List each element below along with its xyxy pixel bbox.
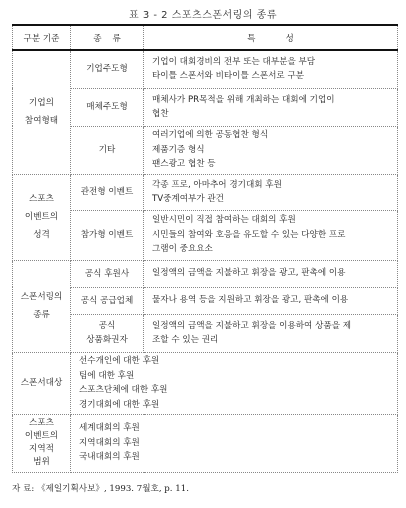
criteria-cell (13, 414, 71, 472)
header-type: 종 류 (71, 25, 144, 50)
type-cell (71, 314, 144, 352)
desc-line: 세계대회의 후원 (79, 423, 140, 434)
table-row (13, 126, 398, 174)
criteria-line: 기업의 (29, 98, 54, 109)
table-row (13, 174, 398, 210)
desc-line: 타이틀 스폰서와 비타이틀 스폰서로 구분 (152, 71, 305, 82)
criteria-line: 스폰서링의 (20, 292, 63, 302)
desc-cell (144, 50, 398, 88)
criteria-cell (13, 260, 71, 352)
criteria-line: 스폰서대상 (20, 378, 63, 388)
criteria-cell (13, 174, 71, 260)
criteria-line: 종류 (33, 310, 50, 320)
desc-line: 매체사가 PR목적을 위해 개최하는 대회에 기업이 (152, 94, 335, 105)
header-criteria: 구분 기준 (13, 25, 71, 50)
desc-cell (144, 126, 398, 174)
type-cell: 기타 (71, 126, 144, 174)
desc-cell (144, 88, 398, 126)
desc-line: 일정액의 금액을 지불하고 휘장을 광고, 판촉에 이용 (152, 268, 346, 279)
header-characteristics: 특 성 (144, 25, 398, 50)
desc-line: 각종 프로, 아마추어 경기대회 후원 (152, 179, 282, 190)
criteria-line: 범위 (33, 457, 50, 467)
type-cell: 공식 후원사 (71, 260, 144, 287)
table-row (13, 414, 398, 472)
table-title: 표 3 - 2 스포츠스폰서링의 종류 (129, 10, 277, 21)
type-cell: 기업주도형 (71, 50, 144, 88)
type-line: 공식 (98, 321, 116, 331)
desc-line: 시민들의 참여와 호응을 유도할 수 있는 다양한 프로 (152, 229, 346, 240)
type-cell: 관전형 이벤트 (71, 174, 144, 210)
criteria-cell (13, 352, 71, 414)
desc-line: 지역대회의 후원 (79, 437, 140, 448)
desc-line: 선수개인에 대한 후원 (79, 356, 160, 366)
criteria-line: 스포츠 (29, 194, 54, 204)
desc-line: 물자나 용역 등을 지원하고 휘장을 광고, 판촉에 이용 (152, 295, 349, 306)
desc-line: TV중계여부가 관건 (152, 194, 224, 204)
type-line: 상품화권자 (86, 335, 128, 345)
table-row (13, 50, 398, 88)
table-row (13, 210, 398, 260)
desc-line: 기업이 대회경비의 전부 또는 대부분을 부담 (152, 56, 316, 67)
desc-line: 일정액의 금액을 지불하고 휘장을 이용하여 상품을 제 (152, 320, 352, 331)
table-row (13, 260, 398, 287)
header-row (13, 25, 398, 50)
desc-line: 경기대회에 대한 후원 (79, 399, 160, 410)
table-row (13, 287, 398, 314)
criteria-line: 성격 (33, 230, 50, 240)
table-row (13, 88, 398, 126)
table-row (13, 314, 398, 352)
desc-line: 여러기업에 의한 공동협찬 형식 (152, 130, 269, 141)
desc-line: 팀에 대한 후원 (79, 370, 135, 381)
desc-cell (144, 314, 398, 352)
criteria-line: 이벤트의 (24, 212, 59, 222)
type-cell: 참가형 이벤트 (71, 210, 144, 260)
criteria-line: 지역적 (29, 444, 54, 454)
criteria-line: 스포츠 (29, 418, 54, 428)
desc-line: 그램이 중요요소 (152, 244, 213, 255)
type-cell: 공식 공급업체 (71, 287, 144, 314)
desc-line: 스포츠단체에 대한 후원 (79, 385, 168, 395)
desc-line: 조할 수 있는 권리 (152, 335, 219, 345)
desc-line: 국내대회의 후원 (79, 452, 140, 463)
criteria-line: 참여형태 (24, 116, 59, 127)
table-row (13, 352, 398, 414)
desc-line: 제품기증 형식 (152, 144, 205, 155)
type-cell: 매체주도형 (71, 88, 144, 126)
source-note: 자 료: 《제일기획사보》, 1993. 7월호, p. 11. (12, 484, 189, 494)
desc-line: 팬스광고 협찬 등 (152, 159, 216, 170)
desc-cell (71, 352, 398, 414)
sponsoring-types-table (12, 24, 398, 473)
desc-cell (144, 174, 398, 210)
criteria-line: 이벤트의 (24, 431, 59, 441)
desc-cell (144, 287, 398, 314)
desc-cell (71, 414, 398, 472)
desc-cell (144, 260, 398, 287)
criteria-cell (13, 50, 71, 174)
desc-line: 일반시민이 직접 참여하는 대회의 후원 (152, 215, 296, 226)
desc-line: 협찬 (152, 109, 169, 119)
desc-cell (144, 210, 398, 260)
